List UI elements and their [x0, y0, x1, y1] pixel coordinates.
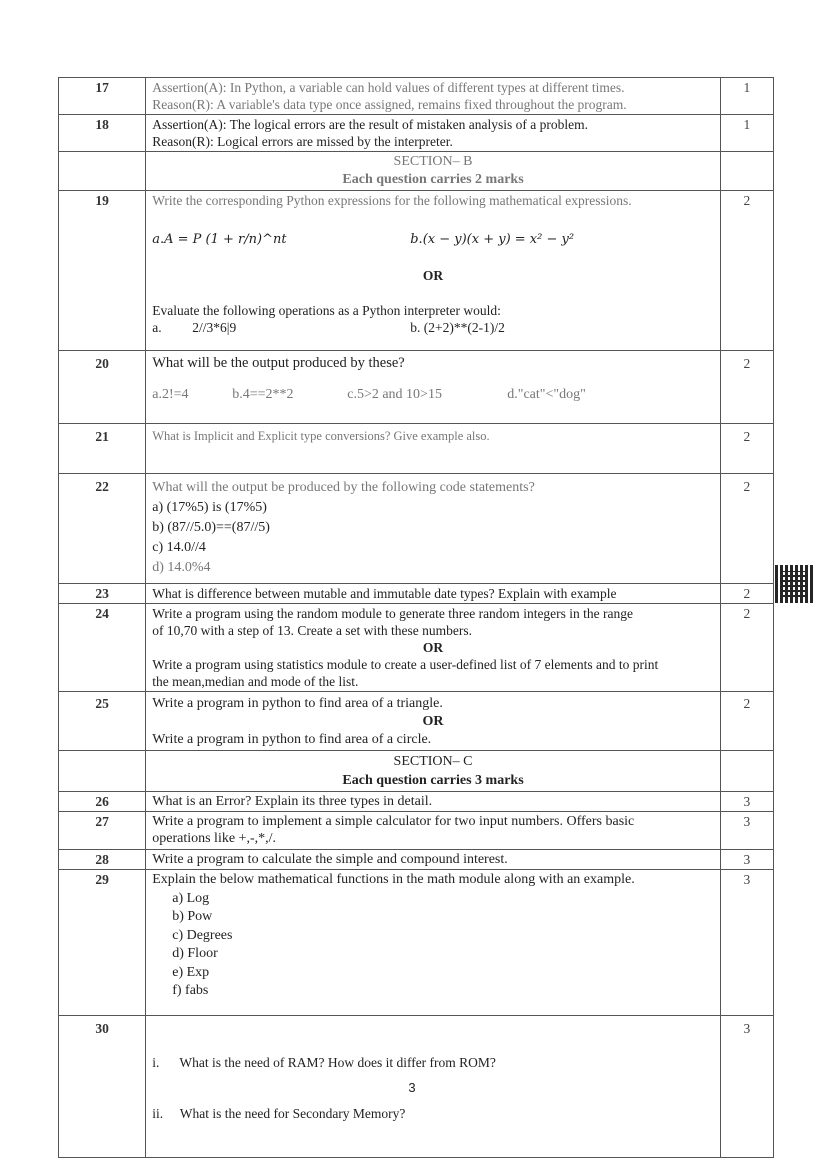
question-number: 21: [59, 424, 146, 474]
marks: 3: [720, 792, 773, 812]
question-number: 25: [59, 692, 146, 751]
marks: 2: [720, 692, 773, 751]
question-row: [59, 115, 774, 152]
alternate-line: Write a program using statistics module to create a user-defined list of 7 elements and to print: [152, 657, 659, 672]
question-number: 20: [59, 351, 146, 424]
question-text: What will be the output produced by these?: [152, 355, 405, 371]
alternate-line: the mean,median and mode of the list.: [152, 674, 359, 689]
question-line: operations like +,-,*,/.: [152, 831, 276, 846]
question-number: 19: [59, 191, 146, 351]
or-label: OR: [422, 714, 444, 729]
part-label: a.: [152, 320, 162, 335]
question-line: Write a program to implement a simple calculator for two input numbers. Offers basic: [152, 814, 635, 829]
question-text: What is Implicit and Explicit type conversions? Give example also.: [146, 424, 721, 474]
expression-a: a.A = P (1 + r/n)^nt: [152, 232, 287, 247]
question-number: 22: [59, 474, 146, 584]
part-b: b.4==2**2: [232, 387, 294, 402]
question-number: 28: [59, 850, 146, 870]
section-header-row: [59, 152, 774, 191]
marks: 2: [720, 584, 773, 604]
question-line: Write a program using the random module to generate three random integers in the range: [152, 606, 634, 621]
marks: 3: [720, 850, 773, 870]
question-number: 27: [59, 812, 146, 850]
expression-b: b.(x − y)(x + y) = x² − y²: [410, 232, 575, 247]
section-subtitle: Each question carries 2 marks: [342, 172, 524, 187]
part-d: d."cat"<"dog": [507, 387, 586, 402]
part: b) Pow: [172, 909, 213, 924]
question-number: 26: [59, 792, 146, 812]
part-a: 2//3*6|9: [192, 320, 237, 335]
question-line: of 10,70 with a step of 13. Create a set with these numbers.: [152, 623, 473, 638]
part: e) Exp: [172, 964, 210, 980]
section-title: SECTION– B: [393, 154, 473, 169]
part: i. What is the need of RAM? How does it differ from ROM?: [152, 1055, 496, 1070]
part-b: b) (87//5.0)==(87//5): [152, 520, 270, 535]
question-row: [59, 792, 774, 812]
marks: 2: [720, 424, 773, 474]
question-row: [59, 584, 774, 604]
part: a) Log: [172, 890, 210, 906]
part: ii. What is the need for Secondary Memory?: [152, 1106, 406, 1121]
question-table: [58, 77, 774, 1158]
assertion: Assertion(A): The logical errors are the result of mistaken analysis of a problem.: [152, 117, 588, 132]
marks: 3: [720, 812, 773, 850]
marks: 2: [720, 604, 773, 692]
question-text: What is an Error? Explain its three types in detail.: [146, 792, 721, 812]
section-subtitle: Each question carries 3 marks: [342, 773, 524, 788]
question-row: [59, 424, 774, 474]
marks: 3: [720, 870, 773, 1016]
part-c: c.5>2 and 10>15: [347, 387, 442, 402]
or-label: OR: [422, 640, 444, 655]
question-row: [59, 78, 774, 115]
question-text: What will the output be produced by the following code statements?: [152, 480, 535, 495]
question-row: [59, 812, 774, 850]
part-d: d) 14.0%4: [152, 560, 211, 575]
part-c: c) 14.0//4: [152, 540, 206, 555]
part-a: a.2!=4: [152, 387, 189, 402]
marks: 1: [720, 78, 773, 115]
alternate-question: Evaluate the following operations as a Python interpreter would:: [152, 303, 501, 318]
question-row: [59, 191, 774, 351]
part: f) fabs: [172, 983, 209, 998]
question-number: 23: [59, 584, 146, 604]
reason: Reason(R): A variable's data type once assigned, remains fixed throughout the program.: [152, 97, 627, 112]
question-row: [59, 351, 774, 424]
question-row: [59, 870, 774, 1016]
part: c) Degrees: [172, 927, 233, 943]
part-b: b. (2+2)**(2-1)/2: [410, 320, 505, 335]
page-number: 3: [408, 1080, 416, 1095]
question-number: 29: [59, 870, 146, 1016]
question-row: [59, 692, 774, 751]
section-header-row: [59, 751, 774, 792]
question-text: Write a program to calculate the simple and compound interest.: [146, 850, 721, 870]
assertion: Assertion(A): In Python, a variable can hold values of different types at different times.: [152, 80, 625, 95]
question-text: Explain the below mathematical functions in the math module along with an example.: [152, 872, 635, 887]
reason: Reason(R): Logical errors are missed by the interpreter.: [152, 134, 453, 149]
part: d) Floor: [172, 946, 218, 961]
qr-code-image: [775, 565, 813, 603]
marks: 2: [720, 474, 773, 584]
question-text: Write the corresponding Python expressions for the following mathematical expressions.: [152, 193, 632, 208]
question-number: 18: [59, 115, 146, 152]
part-a: a) (17%5) is (17%5): [152, 500, 267, 515]
marks: 1: [720, 115, 773, 152]
marks: 2: [720, 191, 773, 351]
section-title: SECTION– C: [393, 754, 473, 769]
question-number: 24: [59, 604, 146, 692]
alternate-question: Write a program in python to find area of a circle.: [152, 732, 432, 747]
question-row: [59, 604, 774, 692]
marks: 2: [720, 351, 773, 424]
or-label: OR: [422, 268, 444, 283]
question-number: 17: [59, 78, 146, 115]
question-text: What is difference between mutable and immutable date types? Explain with example: [146, 584, 721, 604]
marks: 3: [720, 1016, 773, 1158]
question-row: [59, 850, 774, 870]
question-row: [59, 474, 774, 584]
question-text: Write a program in python to find area of a triangle.: [152, 696, 443, 711]
question-number: 30: [59, 1016, 146, 1158]
